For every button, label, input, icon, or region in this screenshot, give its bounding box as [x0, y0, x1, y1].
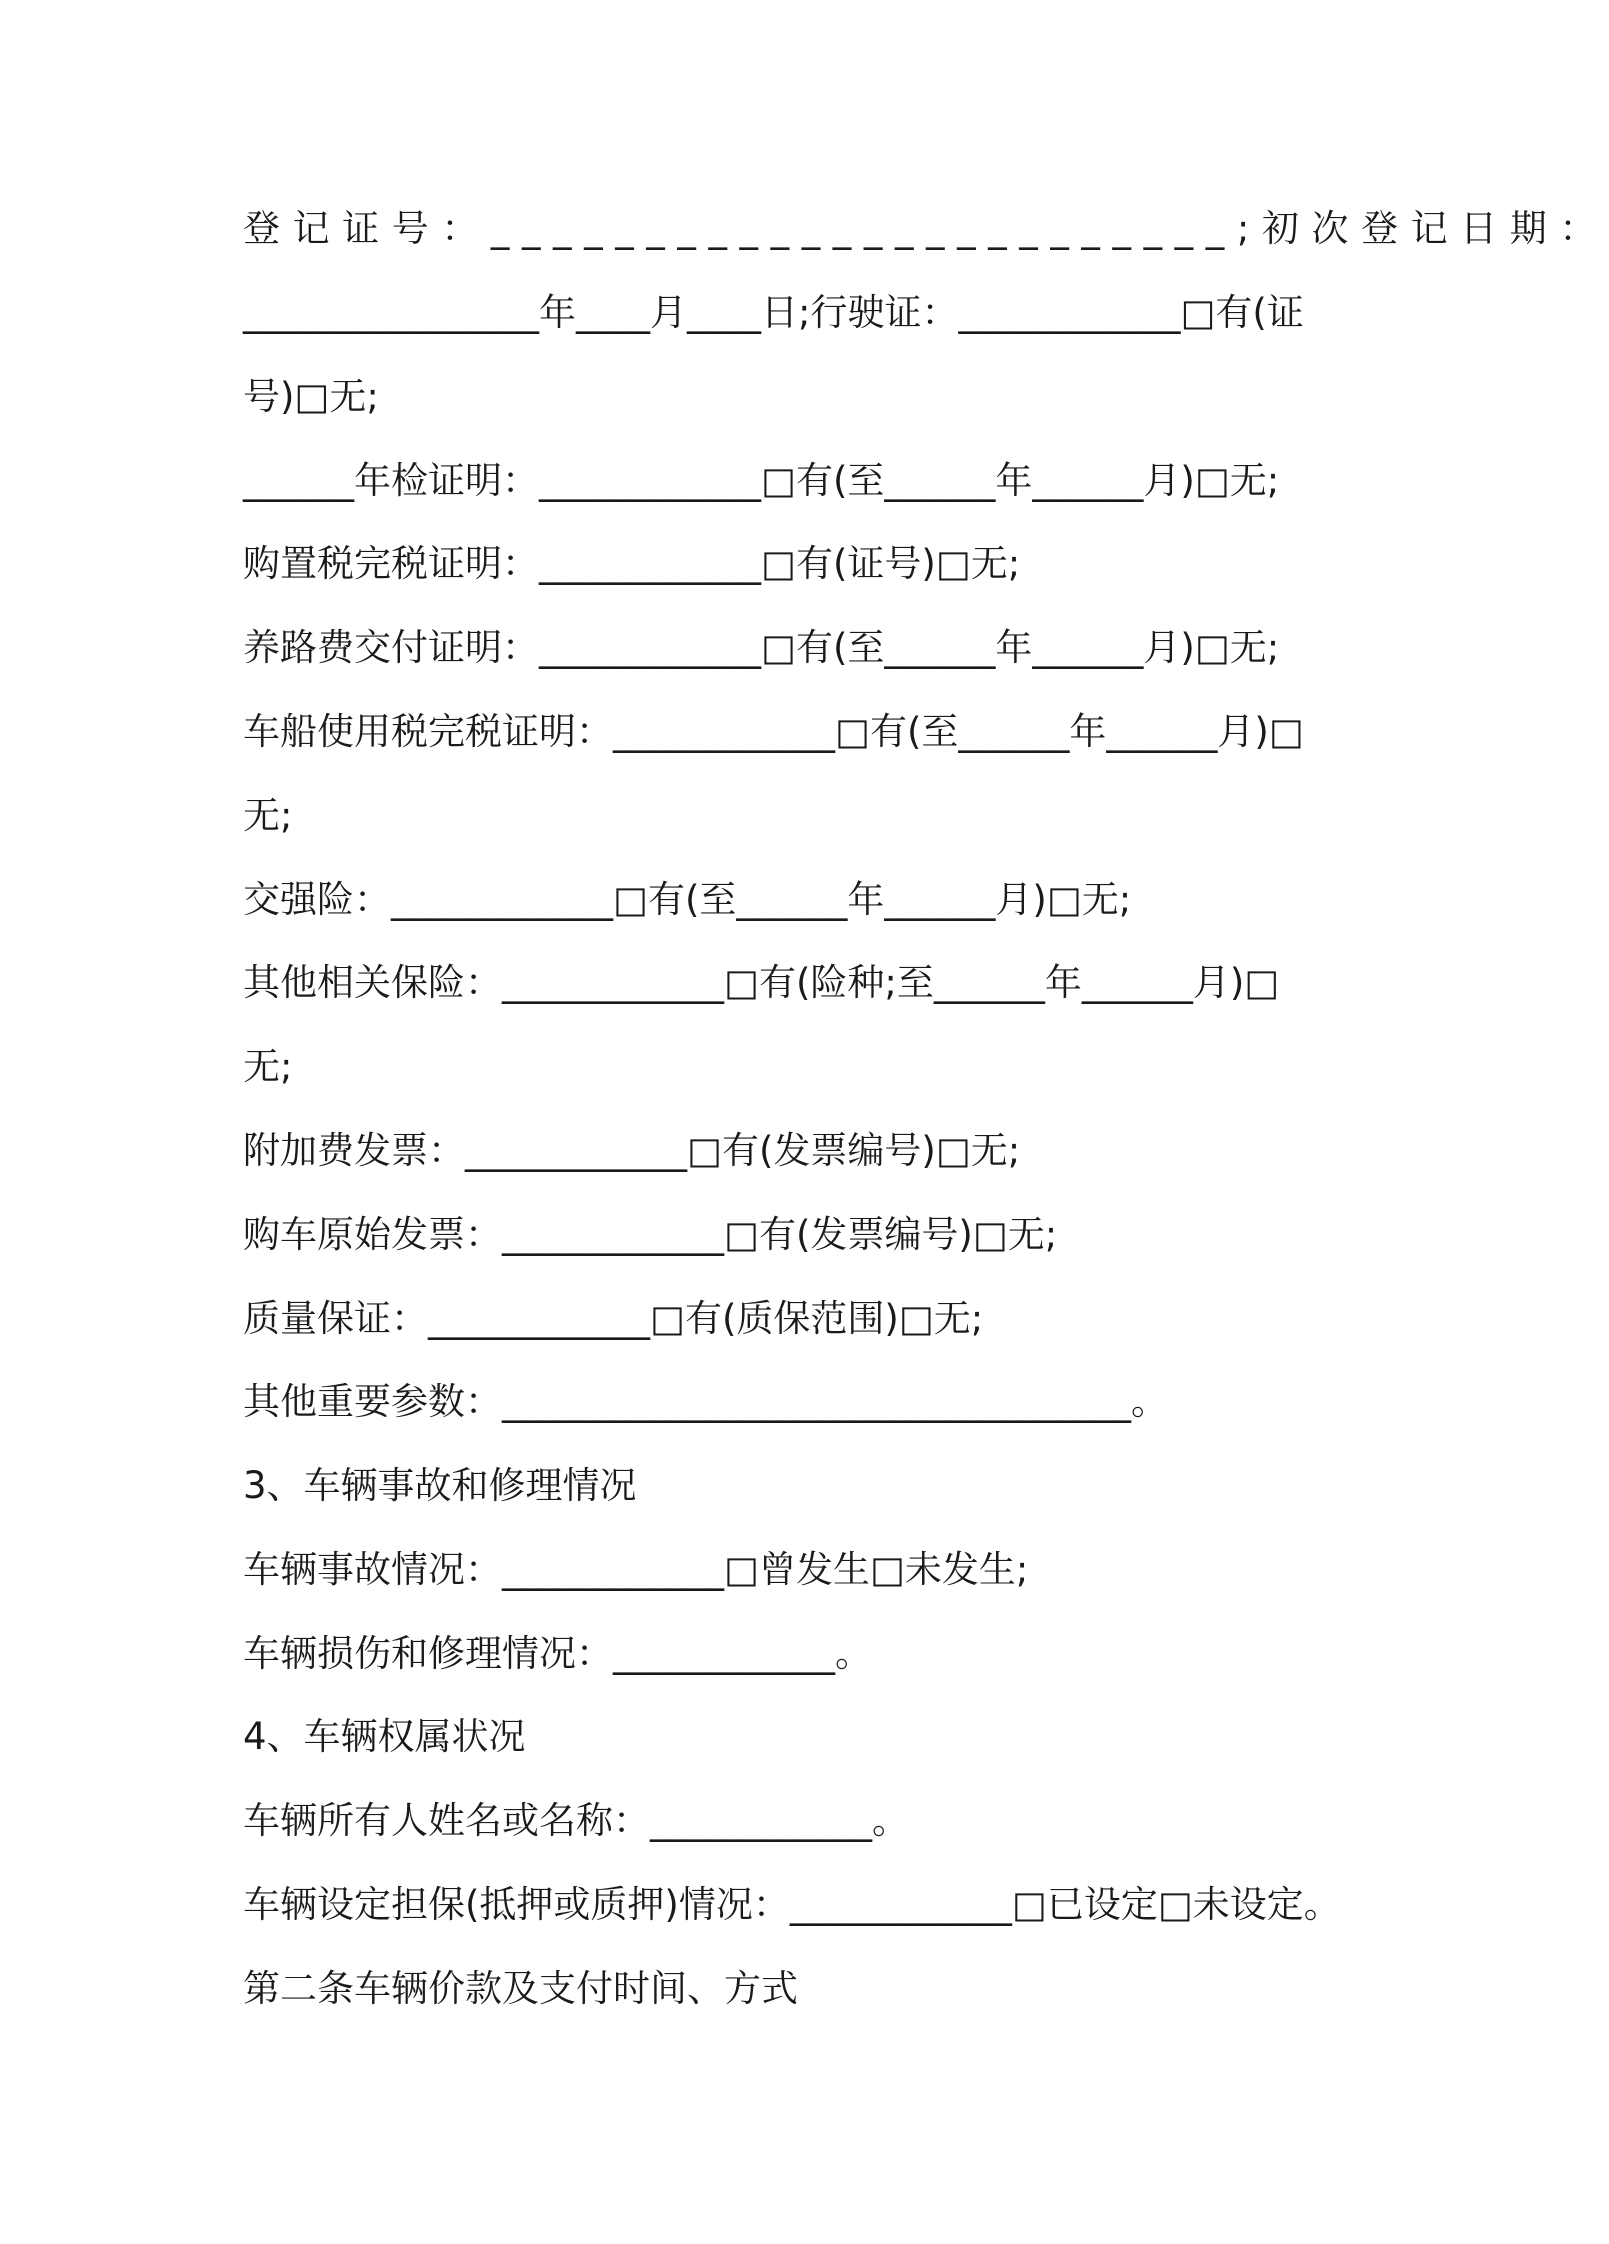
- accident-status-line: 车辆事故情况：____________□曾发生□未发生;: [243, 1548, 1029, 1591]
- damage-repair-line: 车辆损伤和修理情况：____________。: [243, 1632, 872, 1675]
- other-parameters-line: 其他重要参数：__________________________________。: [243, 1380, 1168, 1423]
- mortgage-status-line: 车辆设定担保(抵押或质押)情况：____________□已设定□未设定。: [243, 1883, 1341, 1926]
- owner-name-line: 车辆所有人姓名或名称：____________。: [243, 1799, 909, 1842]
- other-insurance-continuation-line: 无;: [243, 1045, 293, 1088]
- quality-warranty-line: 质量保证：____________□有(质保范围)□无;: [243, 1297, 984, 1340]
- registration-number-line: 登记证号：________________________;初次登记日期：: [243, 207, 1609, 250]
- purchase-tax-line: 购置税完税证明：____________□有(证号)□无;: [243, 542, 1021, 585]
- vehicle-vessel-tax-continuation-line: 无;: [243, 794, 293, 837]
- vehicle-vessel-tax-line: 车船使用税完税证明：____________□有(至______年______月)□: [243, 710, 1304, 753]
- registration-date-line: ________________年____月____日;行驶证：____________□有(证: [243, 291, 1304, 334]
- driving-license-continuation-line: 号)□无;: [243, 375, 379, 418]
- article-2-heading: 第二条车辆价款及支付时间、方式: [243, 1967, 798, 2010]
- road-maintenance-fee-line: 养路费交付证明：____________□有(至______年______月)□无;: [243, 626, 1280, 669]
- section-3-heading: 3、车辆事故和修理情况: [243, 1464, 637, 1507]
- compulsory-insurance-line: 交强险：____________□有(至______年______月)□无;: [243, 878, 1132, 921]
- other-insurance-line: 其他相关保险：____________□有(险种;至______年______月)□: [243, 961, 1280, 1004]
- original-purchase-invoice-line: 购车原始发票：____________□有(发票编号)□无;: [243, 1213, 1058, 1256]
- annual-inspection-line: ______年检证明：____________□有(至______年______月)□无;: [243, 459, 1280, 502]
- section-4-heading: 4、车辆权属状况: [243, 1715, 526, 1758]
- surcharge-invoice-line: 附加费发票：____________□有(发票编号)□无;: [243, 1129, 1021, 1172]
